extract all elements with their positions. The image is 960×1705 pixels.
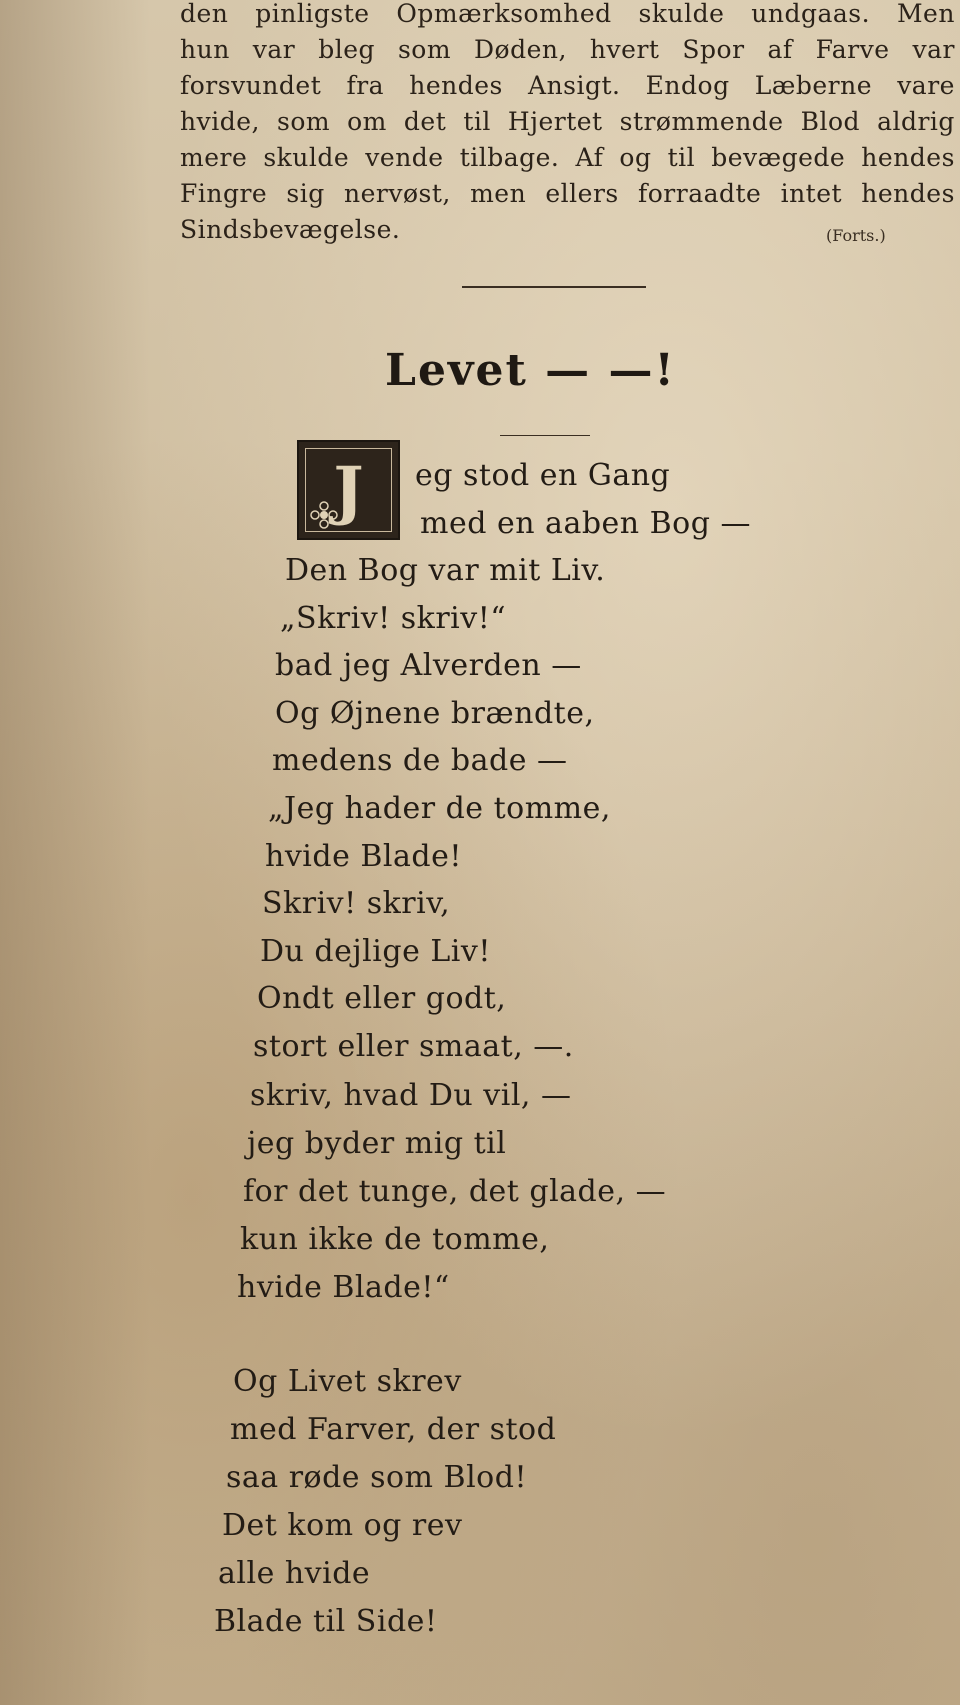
prose-line — [180, 0, 955, 32]
poem-line: Ondt eller godt, — [257, 981, 507, 1016]
poem-line: med Farver, der stod — [230, 1412, 557, 1447]
prose-line — [180, 68, 955, 104]
prose-word: Fingre — [180, 179, 268, 208]
prose-word: Endog — [645, 71, 730, 100]
prose-word: hendes — [409, 71, 503, 100]
prose-word: var — [912, 35, 955, 64]
prose-word: bleg — [318, 35, 376, 64]
prose-word: hvide, — [180, 107, 260, 136]
flower-ornament-icon — [309, 500, 339, 530]
poem-line: hvide Blade!“ — [237, 1270, 450, 1305]
poem-line: saa røde som Blod! — [226, 1460, 528, 1495]
poem-line: skriv, hvad Du vil, — — [250, 1078, 572, 1113]
title-rule — [500, 435, 590, 436]
prose-word: af — [767, 35, 793, 64]
prose-word: til — [463, 107, 491, 136]
initial-letter: J — [333, 452, 364, 528]
prose-word: Døden, — [474, 35, 567, 64]
prose-word: strømmende — [619, 107, 784, 136]
prose-word: skulde — [263, 143, 350, 172]
prose-word: om — [347, 107, 387, 136]
prose-word: Blod — [800, 107, 861, 136]
poem-line: eg stod en Gang — [415, 458, 671, 493]
continued-note: (Forts.) — [826, 226, 886, 245]
prose-word: nervøst, — [343, 179, 451, 208]
prose-word: sig — [286, 179, 325, 208]
prose-word: Men — [896, 0, 955, 28]
poem-line: Den Bog var mit Liv. — [285, 553, 606, 588]
prose-word: Af — [575, 143, 604, 172]
prose-word: pinligste — [255, 0, 370, 28]
prose-line — [180, 140, 955, 176]
prose-word: Spor — [682, 35, 745, 64]
prose-word: hendes — [861, 179, 955, 208]
prose-word: Ansigt. — [528, 71, 621, 100]
prose-word: hun — [180, 35, 230, 64]
prose-word: og — [619, 143, 652, 172]
poem-title: Levet — —! — [385, 345, 676, 396]
section-divider — [462, 286, 646, 288]
prose-word: fra — [346, 71, 385, 100]
prose-word: Farve — [815, 35, 890, 64]
poem-line: med en aaben Bog — — [420, 506, 751, 541]
prose-word: intet — [780, 179, 843, 208]
prose-word: var — [252, 35, 296, 64]
prose-word: ellers — [545, 179, 619, 208]
prose-line — [180, 176, 955, 212]
prose-word: forsvundet — [180, 71, 322, 100]
prose-word: Opmærksomhed — [396, 0, 612, 28]
poem-line: „Jeg hader de tomme, — [268, 791, 611, 826]
prose-word: tilbage. — [459, 143, 560, 172]
poem-line: Det kom og rev — [222, 1508, 463, 1543]
prose-word: aldrig — [877, 107, 955, 136]
prose-word: men — [470, 179, 527, 208]
prose-word: skulde — [638, 0, 725, 28]
poem-line: Skriv! skriv, — [262, 886, 451, 921]
poem-line: „Skriv! skriv!“ — [280, 601, 507, 636]
prose-line — [180, 32, 955, 68]
page-shadow — [0, 0, 150, 1705]
poem-line: kun ikke de tomme, — [240, 1222, 550, 1257]
decorative-initial — [297, 440, 400, 540]
poem-line: for det tunge, det glade, — — [243, 1174, 667, 1209]
prose-word: til — [667, 143, 696, 172]
prose-word: vare — [897, 71, 955, 100]
poem-line: Blade til Side! — [214, 1604, 438, 1639]
poem-line: alle hvide — [218, 1556, 371, 1591]
prose-word: vende — [365, 143, 444, 172]
prose-line — [180, 104, 955, 140]
poem-line: jeg byder mig til — [247, 1126, 507, 1161]
prose-word: undgaas. — [751, 0, 871, 28]
poem-line: stort eller smaat, —. — [253, 1029, 574, 1064]
poem-line: bad jeg Alverden — — [275, 648, 582, 683]
poem-line: Du dejlige Liv! — [260, 934, 491, 969]
poem-line: Og Øjnene brændte, — [275, 696, 595, 731]
prose-word: hvert — [589, 35, 660, 64]
poem-line: Og Livet skrev — [233, 1364, 462, 1399]
poem-line: hvide Blade! — [265, 839, 462, 874]
prose-word: Læberne — [754, 71, 873, 100]
prose-word: det — [403, 107, 447, 136]
prose-word: den — [180, 0, 229, 28]
prose-word: som — [397, 35, 452, 64]
prose-word: mere — [180, 143, 248, 172]
prose-paragraph — [180, 0, 955, 248]
prose-word: forraadte — [637, 179, 762, 208]
prose-word: som — [277, 107, 331, 136]
prose-word: hendes — [861, 143, 955, 172]
poem-line: medens de bade — — [272, 743, 568, 778]
prose-word: Hjertet — [507, 107, 603, 136]
prose-word: bevægede — [711, 143, 846, 172]
prose-line: Sindsbevægelse. — [180, 215, 401, 244]
